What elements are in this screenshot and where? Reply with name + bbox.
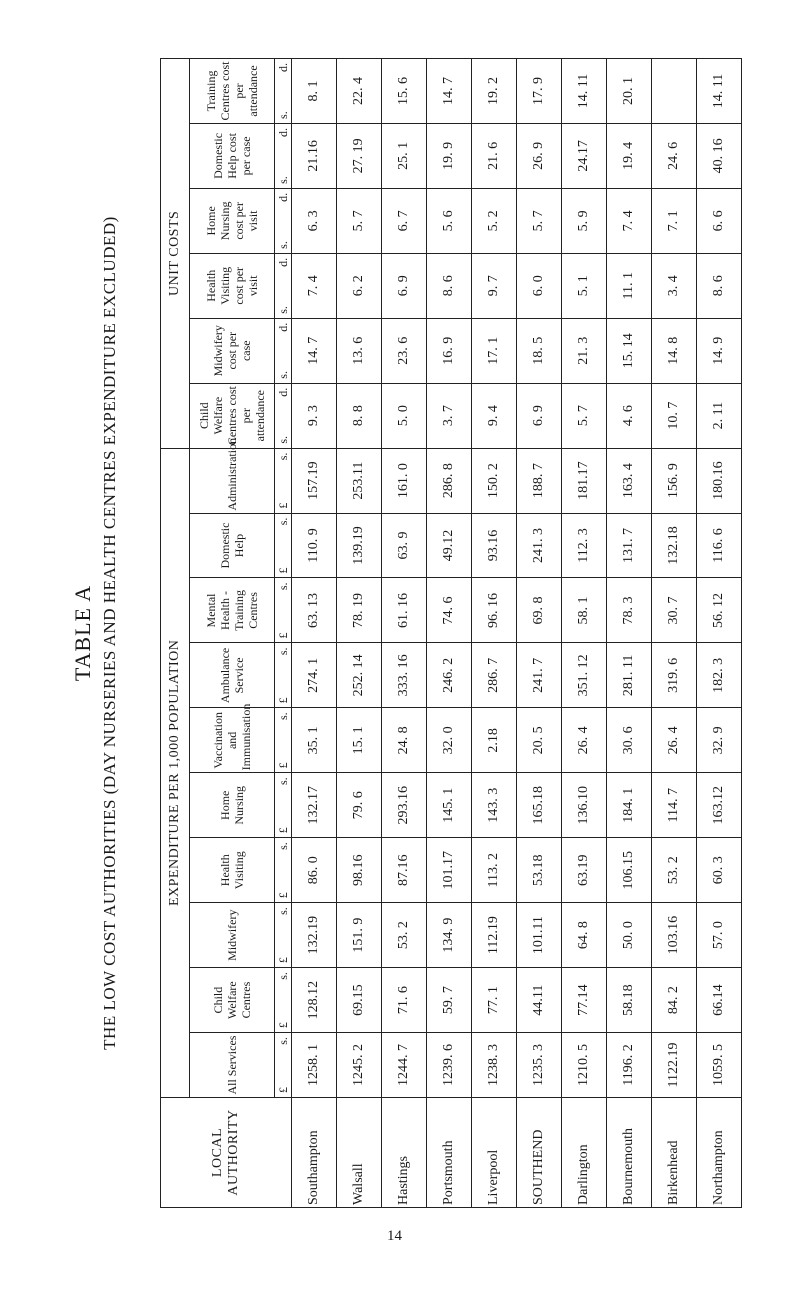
table-cell: 151. 9 xyxy=(337,903,382,968)
table-cell: 69. 8 xyxy=(517,578,562,643)
table-row xyxy=(607,59,652,1208)
table-cell: 106.15 xyxy=(607,838,652,903)
table-cell: 319. 6 xyxy=(652,643,697,708)
table-cell: 253.11 xyxy=(337,448,382,513)
unit-left: s. xyxy=(275,111,290,119)
table-cell: 5. 0 xyxy=(382,383,427,448)
unit-right: d. xyxy=(275,257,290,267)
table-cell: 132.17 xyxy=(292,773,337,838)
table-cell: 274. 1 xyxy=(292,643,337,708)
table-cell: 5. 2 xyxy=(472,188,517,253)
unit-left: £ xyxy=(275,827,290,834)
table-cell: 293.16 xyxy=(382,773,427,838)
table-cell: 40. 16 xyxy=(697,123,742,188)
table-cell: 71. 6 xyxy=(382,968,427,1033)
table-cell: 66.14 xyxy=(697,968,742,1033)
table-cell: 156. 9 xyxy=(652,448,697,513)
table-cell: 1196. 2 xyxy=(607,1033,652,1098)
table-cell: 49.12 xyxy=(427,513,472,578)
table-cell: 20. 1 xyxy=(607,59,652,124)
table-cell: 19. 4 xyxy=(607,123,652,188)
unit-left: £ xyxy=(275,1022,290,1029)
unit-right: s. xyxy=(275,907,290,915)
table-cell: 79. 6 xyxy=(337,773,382,838)
table-cell: 6. 0 xyxy=(517,253,562,318)
table-cell: 17. 1 xyxy=(472,318,517,383)
table-cell: 16. 9 xyxy=(427,318,472,383)
unit-left: £ xyxy=(275,632,290,639)
unit-left: s. xyxy=(275,176,290,184)
column-header: Training Centres cost per attendance xyxy=(190,59,275,124)
table-cell: 252. 14 xyxy=(337,643,382,708)
unit-right: d. xyxy=(275,387,290,397)
table-cell: 56. 12 xyxy=(697,578,742,643)
table-cell: 2.18 xyxy=(472,708,517,773)
table-cell: 6. 6 xyxy=(697,188,742,253)
table-cell: 98.16 xyxy=(337,838,382,903)
unit-right: s. xyxy=(275,517,290,526)
table-cell: 18. 5 xyxy=(517,318,562,383)
authority-name: Walsall xyxy=(337,1098,382,1208)
table-cell: 351. 12 xyxy=(562,643,607,708)
table-cell: 21. 3 xyxy=(562,318,607,383)
table-cell: 53. 2 xyxy=(652,838,697,903)
authority-name: Portsmouth xyxy=(427,1098,472,1208)
unit-right: s. xyxy=(275,712,290,721)
table-cell: 15. 1 xyxy=(337,708,382,773)
table-cell: 180.16 xyxy=(697,448,742,513)
table-cell: 163. 4 xyxy=(607,448,652,513)
table-cell: 26. 4 xyxy=(562,708,607,773)
table-row xyxy=(427,59,472,1208)
column-header: Midwifery xyxy=(190,903,275,968)
table-cell: 116. 6 xyxy=(697,513,742,578)
table-row xyxy=(562,59,607,1208)
table-cell: 136.10 xyxy=(562,773,607,838)
table-cell: 6. 2 xyxy=(337,253,382,318)
unit-right: d. xyxy=(275,63,290,72)
table-cell: 8. 8 xyxy=(337,383,382,448)
table-cell: 9. 3 xyxy=(292,383,337,448)
table-cell: 157.19 xyxy=(292,448,337,513)
table-cell: 30. 7 xyxy=(652,578,697,643)
table-row xyxy=(697,59,742,1208)
table-cell: 281. 11 xyxy=(607,643,652,708)
column-header: Child Welfare Centres xyxy=(190,968,275,1033)
unit-right: d. xyxy=(275,192,290,202)
table-row xyxy=(472,59,517,1208)
table-cell: 4. 6 xyxy=(607,383,652,448)
unit-left: £ xyxy=(275,762,290,769)
table-row xyxy=(517,59,562,1208)
table-cell: 24. 8 xyxy=(382,708,427,773)
table-cell: 5. 1 xyxy=(562,253,607,318)
table-cell: 53. 2 xyxy=(382,903,427,968)
column-header: Mental Health - Training Centres xyxy=(190,578,275,643)
table-cell: 241. 7 xyxy=(517,643,562,708)
authority-name: Darlington xyxy=(562,1098,607,1208)
units-row xyxy=(275,59,292,1208)
unit-label xyxy=(275,903,292,968)
table-cell: 286. 8 xyxy=(427,448,472,513)
table-cell: 112. 3 xyxy=(562,513,607,578)
table-cell: 93.16 xyxy=(472,513,517,578)
table-cell: 6. 3 xyxy=(292,188,337,253)
table-cell: 131. 7 xyxy=(607,513,652,578)
authority-name: Southampton xyxy=(292,1098,337,1208)
rotated-table-frame xyxy=(70,58,799,1208)
table-row xyxy=(652,59,697,1208)
table-cell: 241. 3 xyxy=(517,513,562,578)
table-cell: 61. 16 xyxy=(382,578,427,643)
unit-right: s. xyxy=(275,582,290,591)
table-cell: 110. 9 xyxy=(292,513,337,578)
unit-left: £ xyxy=(275,892,290,899)
table-cell: 14. 11 xyxy=(697,59,742,124)
table-cell: 21. 6 xyxy=(472,123,517,188)
table-cell: 9. 4 xyxy=(472,383,517,448)
group-header-population: EXPENDITURE PER 1,000 POPULATION xyxy=(161,448,190,1097)
unit-label xyxy=(275,448,292,513)
table-cell: 1122.19 xyxy=(652,1033,697,1098)
table-cell: 64. 8 xyxy=(562,903,607,968)
table-cell: 132.19 xyxy=(292,903,337,968)
table-cell: 26. 4 xyxy=(652,708,697,773)
table-row xyxy=(292,59,337,1208)
table-cell: 58. 1 xyxy=(562,578,607,643)
unit-left: s. xyxy=(275,435,290,444)
table-cell: 181.17 xyxy=(562,448,607,513)
table-cell: 6. 7 xyxy=(382,188,427,253)
unit-right: d. xyxy=(275,322,290,332)
table-cell: 19. 9 xyxy=(427,123,472,188)
unit-label xyxy=(275,708,292,773)
table-cell: 78. 3 xyxy=(607,578,652,643)
unit-right: d. xyxy=(275,127,290,137)
unit-label xyxy=(275,123,292,188)
table-cell: 63. 13 xyxy=(292,578,337,643)
table-cell: 24. 6 xyxy=(652,123,697,188)
rotated-content xyxy=(70,58,799,1208)
group-header-unit-costs: UNIT COSTS xyxy=(161,59,190,449)
table-cell: 6. 9 xyxy=(517,383,562,448)
unit-left: s. xyxy=(275,241,290,249)
cost-table xyxy=(160,58,742,1208)
table-cell: 21.16 xyxy=(292,123,337,188)
unit-right: s. xyxy=(275,1037,290,1045)
table-cell: 96. 16 xyxy=(472,578,517,643)
table-cell: 184. 1 xyxy=(607,773,652,838)
table-cell: 1245. 2 xyxy=(337,1033,382,1098)
unit-left: £ xyxy=(275,697,290,704)
authority-header: LOCAL AUTHORITY xyxy=(161,1098,292,1208)
authority-name: Liverpool xyxy=(472,1098,517,1208)
table-cell: 24.17 xyxy=(562,123,607,188)
table-cell: 8. 6 xyxy=(697,253,742,318)
table-body xyxy=(292,59,742,1208)
table-row xyxy=(337,59,382,1208)
unit-right: s. xyxy=(275,647,290,656)
unit-left: £ xyxy=(275,567,290,574)
table-cell: 6. 9 xyxy=(382,253,427,318)
table-cell: 87.16 xyxy=(382,838,427,903)
table-cell: 15. 6 xyxy=(382,59,427,124)
table-cell: 17. 9 xyxy=(517,59,562,124)
unit-label xyxy=(275,838,292,903)
table-cell: 101.17 xyxy=(427,838,472,903)
table-cell: 1210. 5 xyxy=(562,1033,607,1098)
table-cell: 3. 4 xyxy=(652,253,697,318)
unit-label xyxy=(275,59,292,124)
column-header: Health Visiting xyxy=(190,838,275,903)
unit-left: s. xyxy=(275,306,290,314)
table-cell: 143. 3 xyxy=(472,773,517,838)
table-cell: 165.18 xyxy=(517,773,562,838)
table-cell: 7. 1 xyxy=(652,188,697,253)
table-cell xyxy=(652,59,697,124)
table-cell: 5. 6 xyxy=(427,188,472,253)
table-cell: 25. 1 xyxy=(382,123,427,188)
table-cell: 132.18 xyxy=(652,513,697,578)
table-cell: 139.19 xyxy=(337,513,382,578)
table-cell: 1059. 5 xyxy=(697,1033,742,1098)
table-cell: 134. 9 xyxy=(427,903,472,968)
column-header: Administration xyxy=(190,448,275,513)
table-cell: 77. 1 xyxy=(472,968,517,1033)
table-cell: 22. 4 xyxy=(337,59,382,124)
authority-name: Birkenhead xyxy=(652,1098,697,1208)
table-cell: 5. 9 xyxy=(562,188,607,253)
column-header: Home Nursing xyxy=(190,773,275,838)
table-cell: 23. 6 xyxy=(382,318,427,383)
unit-right: s. xyxy=(275,842,290,850)
table-cell: 1258. 1 xyxy=(292,1033,337,1098)
column-header: Domestic Help cost per case xyxy=(190,123,275,188)
unit-left: £ xyxy=(275,957,290,964)
table-cell: 27. 19 xyxy=(337,123,382,188)
table-cell: 5. 7 xyxy=(562,383,607,448)
table-cell: 1238. 3 xyxy=(472,1033,517,1098)
table-cell: 103.16 xyxy=(652,903,697,968)
table-cell: 113. 2 xyxy=(472,838,517,903)
unit-right: s. xyxy=(275,777,290,785)
column-header: Domestic Help xyxy=(190,513,275,578)
authority-name: SOUTHEND xyxy=(517,1098,562,1208)
table-cell: 77.14 xyxy=(562,968,607,1033)
unit-left: £ xyxy=(275,502,290,509)
column-header: Health Visiting cost per visit xyxy=(190,253,275,318)
table-cell: 333. 16 xyxy=(382,643,427,708)
authority-name: Hastings xyxy=(382,1098,427,1208)
table-cell: 10. 7 xyxy=(652,383,697,448)
column-header-row xyxy=(190,59,275,1208)
unit-right: s. xyxy=(275,972,290,980)
table-cell: 69.15 xyxy=(337,968,382,1033)
table-cell: 188. 7 xyxy=(517,448,562,513)
table-cell: 53.18 xyxy=(517,838,562,903)
column-header: Ambulance Service xyxy=(190,643,275,708)
table-cell: 35. 1 xyxy=(292,708,337,773)
table-cell: 14. 8 xyxy=(652,318,697,383)
table-cell: 5. 7 xyxy=(517,188,562,253)
table-title: TABLE A xyxy=(70,584,95,682)
table-cell: 58.18 xyxy=(607,968,652,1033)
column-header: Home Nursing cost per visit xyxy=(190,188,275,253)
unit-label xyxy=(275,318,292,383)
table-cell: 8. 1 xyxy=(292,59,337,124)
table-cell: 3. 7 xyxy=(427,383,472,448)
table-cell: 128.12 xyxy=(292,968,337,1033)
table-cell: 32. 9 xyxy=(697,708,742,773)
unit-label xyxy=(275,383,292,448)
table-cell: 2. 11 xyxy=(697,383,742,448)
table-cell: 8. 6 xyxy=(427,253,472,318)
table-cell: 63.19 xyxy=(562,838,607,903)
unit-label xyxy=(275,643,292,708)
table-cell: 44.11 xyxy=(517,968,562,1033)
table-cell: 74. 6 xyxy=(427,578,472,643)
table-cell: 14. 7 xyxy=(292,318,337,383)
unit-right: s. xyxy=(275,452,290,461)
table-cell: 14. 9 xyxy=(697,318,742,383)
unit-label xyxy=(275,188,292,253)
unit-left: £ xyxy=(275,1087,290,1093)
table-cell: 5. 7 xyxy=(337,188,382,253)
unit-label xyxy=(275,578,292,643)
column-header: Midwifery cost per case xyxy=(190,318,275,383)
table-cell: 1239. 6 xyxy=(427,1033,472,1098)
unit-label xyxy=(275,1033,292,1098)
table-cell: 145. 1 xyxy=(427,773,472,838)
table-cell: 15. 14 xyxy=(607,318,652,383)
table-cell: 50. 0 xyxy=(607,903,652,968)
unit-label xyxy=(275,253,292,318)
table-cell: 114. 7 xyxy=(652,773,697,838)
authority-name: Northampton xyxy=(697,1098,742,1208)
table-cell: 78. 19 xyxy=(337,578,382,643)
unit-label xyxy=(275,968,292,1033)
table-cell: 57. 0 xyxy=(697,903,742,968)
table-cell: 63. 9 xyxy=(382,513,427,578)
table-cell: 9. 7 xyxy=(472,253,517,318)
table-cell: 20. 5 xyxy=(517,708,562,773)
table-cell: 59. 7 xyxy=(427,968,472,1033)
unit-label xyxy=(275,513,292,578)
table-cell: 26. 9 xyxy=(517,123,562,188)
table-cell: 19. 2 xyxy=(472,59,517,124)
table-cell: 60. 3 xyxy=(697,838,742,903)
table-cell: 101.11 xyxy=(517,903,562,968)
table-cell: 32. 0 xyxy=(427,708,472,773)
table-cell: 86. 0 xyxy=(292,838,337,903)
table-cell: 1244. 7 xyxy=(382,1033,427,1098)
unit-label xyxy=(275,773,292,838)
table-cell: 112.19 xyxy=(472,903,517,968)
table-cell: 246. 2 xyxy=(427,643,472,708)
table-row xyxy=(382,59,427,1208)
table-cell: 286. 7 xyxy=(472,643,517,708)
table-cell: 13. 6 xyxy=(337,318,382,383)
column-header: Child Welfare Centres cost per attendance xyxy=(190,383,275,448)
authority-name: Bournemouth xyxy=(607,1098,652,1208)
table-cell: 1235. 3 xyxy=(517,1033,562,1098)
table-cell: 7. 4 xyxy=(292,253,337,318)
column-header: All Services xyxy=(190,1033,275,1098)
table-cell: 182. 3 xyxy=(697,643,742,708)
table-cell: 7. 4 xyxy=(607,188,652,253)
page-number: 14 xyxy=(387,1228,402,1244)
table-cell: 163.12 xyxy=(697,773,742,838)
table-cell: 11. 1 xyxy=(607,253,652,318)
table-subtitle: THE LOW COST AUTHORITIES (DAY NURSERIES AND HEALTH CENTRES EXPENDITURE EXCLUDED) xyxy=(100,216,119,1050)
table-cell: 14. 7 xyxy=(427,59,472,124)
column-header: Vaccination and Immunisation xyxy=(190,708,275,773)
table-cell: 161. 0 xyxy=(382,448,427,513)
table-cell: 84. 2 xyxy=(652,968,697,1033)
unit-left: s. xyxy=(275,371,290,379)
table-cell: 150. 2 xyxy=(472,448,517,513)
table-cell: 30. 6 xyxy=(607,708,652,773)
table-cell: 14. 11 xyxy=(562,59,607,124)
